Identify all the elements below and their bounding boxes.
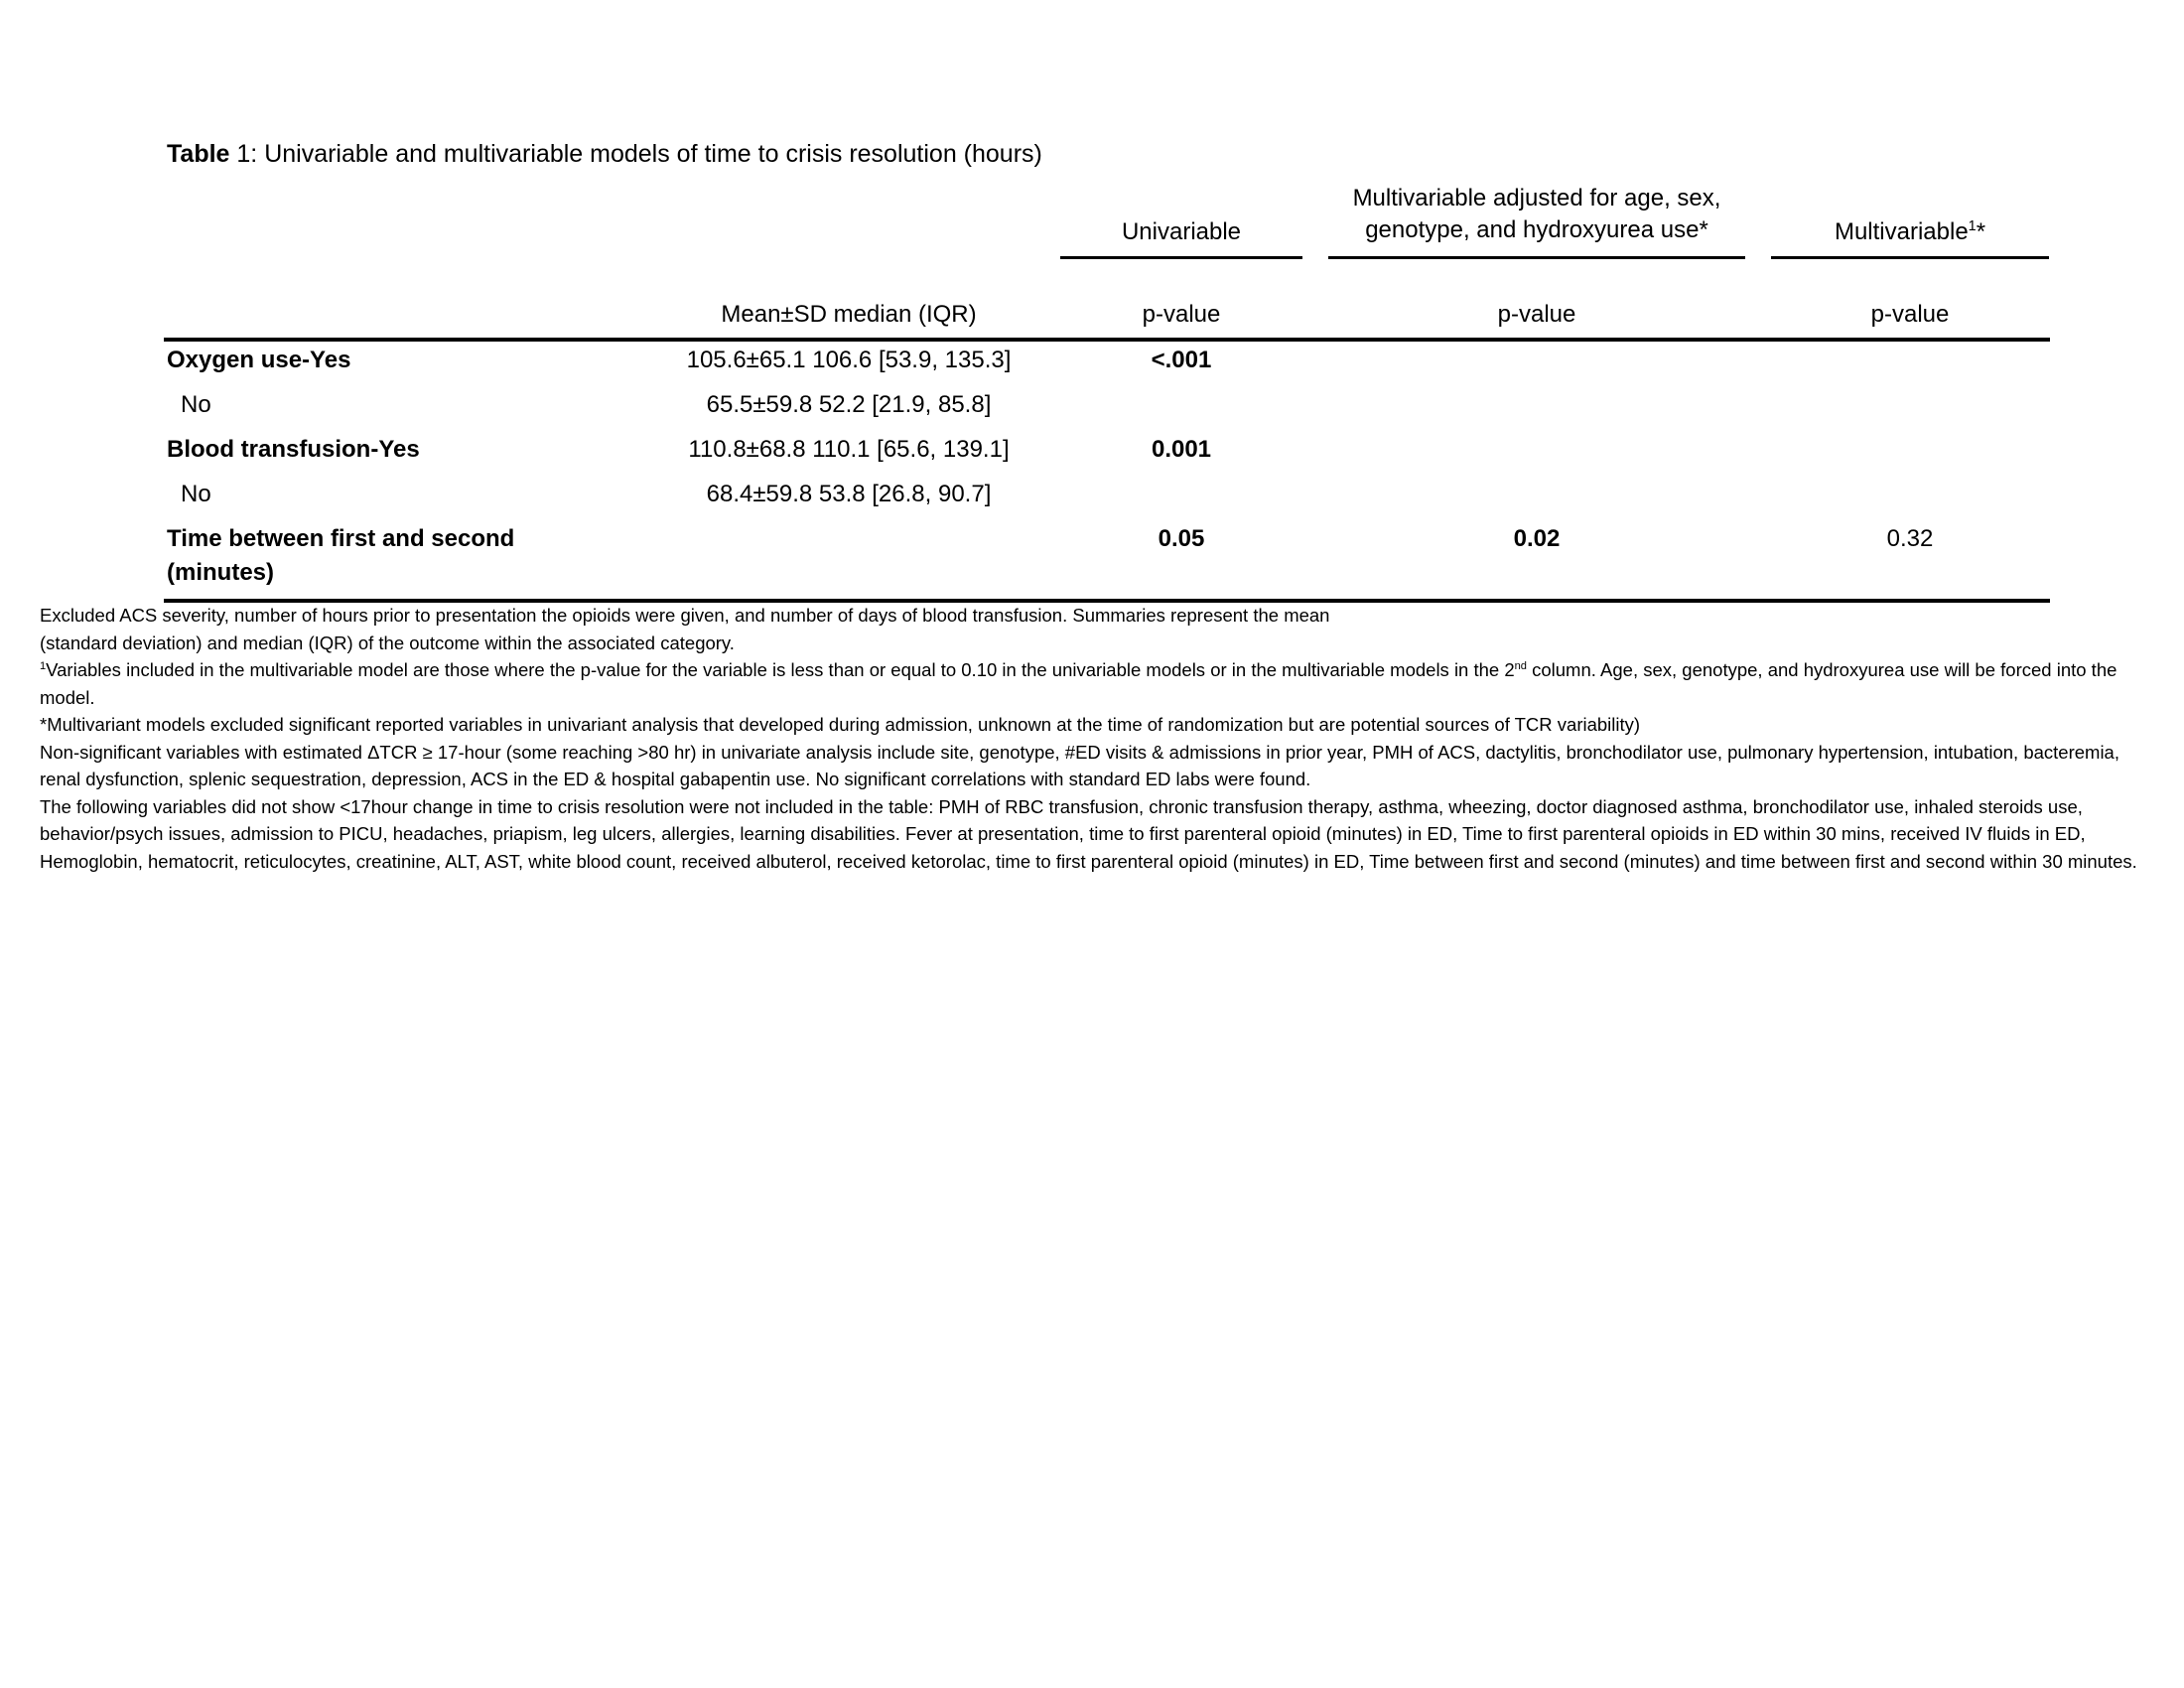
row-label-oxygen-no: No (181, 391, 211, 418)
footnote-excluded-line1: Excluded ACS severity, number of hours prior to presentation the opioids were given, and number of days of blood transfusion. Summaries represent the mean (40, 605, 1330, 626)
header-univariable: Univariable (1121, 218, 1242, 245)
header-multivariable-adjusted (1328, 183, 1745, 246)
row-mean-oxygen-no: 65.5±59.8 52.2 [21.9, 85.8] (706, 391, 992, 418)
footnote-variables-text-a: Variables included in the multivariable model are those where the p-value for the variable is less than or equal to 0.10 in the univariable models or in the multivariable models in the 2 (46, 659, 1515, 680)
row-mean-transfusion-no: 68.4±59.8 53.8 [26.8, 90.7] (706, 481, 992, 507)
row-label-oxygen-yes: Oxygen use-Yes (167, 347, 351, 373)
table-top-rule (164, 338, 2050, 342)
row-label-time-between (167, 522, 514, 590)
header-multivariable-suffix: * (1976, 218, 1986, 245)
header-rule-multivariable (1771, 256, 2049, 259)
table-footnotes (40, 602, 2144, 875)
row-mean-oxygen-yes: 105.6±65.1 106.6 [53.9, 135.3] (686, 347, 1012, 373)
footnote-variables-text-b: column. Age, sex, genotype, and hydroxyurea use will be forced into the model. (40, 659, 2117, 708)
header-multivariable (1771, 216, 2049, 248)
row-p1-time-between: 0.05 (1158, 525, 1205, 552)
header-rule-multivariable-adjusted (1328, 256, 1745, 259)
header-multivariable-adjusted-line1: Multivariable adjusted for age, sex, (1352, 185, 1721, 211)
footnote-not-included: The following variables did not show <17hour change in time to crisis resolution were not included in the table: PMH of RBC transfusion, chronic transfusion therapy, asthma, wheezing, doctor diagnosed asthma, bronchodilator use, inhaled steroids use, behavior/psych issues, admission to PICU, headaches, priapism, leg ulcers, allergies, learning disabilities. Fever at presentation, time to first parenteral opioid (minutes) in ED, Time to first parenteral opioids in ED within 30 mins, received IV fluids in ED, Hemoglobin, hematocrit, reticulocytes, creatinine, ALT, AST, white blood count, received albuterol, received ketorolac, time to first parenteral opioid (minutes) in ED, Time between first and second (minutes) and time between first and second within 30 minutes. (40, 795, 2137, 872)
column-header-pvalue-univariable: p-value (1142, 301, 1221, 328)
row-label-transfusion-yes: Blood transfusion-Yes (167, 436, 420, 463)
header-multivariable-text: Multivariable (1834, 218, 1969, 245)
footnote-multivariant-excluded: *Multivariant models excluded significant reported variables in univariant analysis that developed during admission, unknown at the time of randomization but are potential sources of TCR variability) (40, 714, 1641, 735)
table-title (167, 139, 1042, 169)
footnote-excluded-line2: (standard deviation) and median (IQR) of the outcome within the associated category. (40, 632, 735, 653)
footnote-variables-included (40, 656, 2144, 711)
row-p2-time-between: 0.02 (1513, 525, 1561, 552)
header-multivariable-sup: 1 (1968, 218, 1977, 234)
footnote-variables-sup: 1 (40, 659, 47, 672)
column-header-mean: Mean±SD median (IQR) (721, 301, 977, 328)
footnote-non-significant: Non-significant variables with estimated ΔTCR ≥ 17-hour (some reaching >80 hr) in univariate analysis include site, genotype, #ED visits & admissions in prior year, PMH of ACS, dactylitis, bronchodilator use, pulmonary hypertension, intubation, bacteremia, renal dysfunction, splenic sequestration, depression, ACS in the ED & hospital gabapentin use. No significant correlations with standard ED labs were found. (40, 741, 2119, 789)
row-p1-transfusion-yes: 0.001 (1151, 436, 1212, 463)
header-rule-univariable (1060, 256, 1302, 259)
table-title-label: Table (167, 140, 230, 168)
column-header-pvalue-multivariable: p-value (1870, 301, 1950, 328)
row-label-time-between-line2: (minutes) (167, 559, 274, 586)
row-p3-time-between: 0.32 (1886, 525, 1934, 552)
row-label-time-between-line1: Time between first and second (167, 525, 515, 552)
row-label-transfusion-no: No (181, 481, 211, 507)
row-p1-oxygen-yes: <.001 (1151, 347, 1212, 373)
table-title-text: 1: Univariable and multivariable models of time to crisis resolution (hours) (229, 140, 1042, 168)
header-multivariable-adjusted-line2: genotype, and hydroxyurea use* (1365, 216, 1708, 243)
row-mean-transfusion-yes: 110.8±68.8 110.1 [65.6, 139.1] (688, 436, 1010, 463)
footnote-variables-sup2: nd (1514, 659, 1527, 672)
column-header-pvalue-multivariable-adjusted: p-value (1497, 301, 1576, 328)
